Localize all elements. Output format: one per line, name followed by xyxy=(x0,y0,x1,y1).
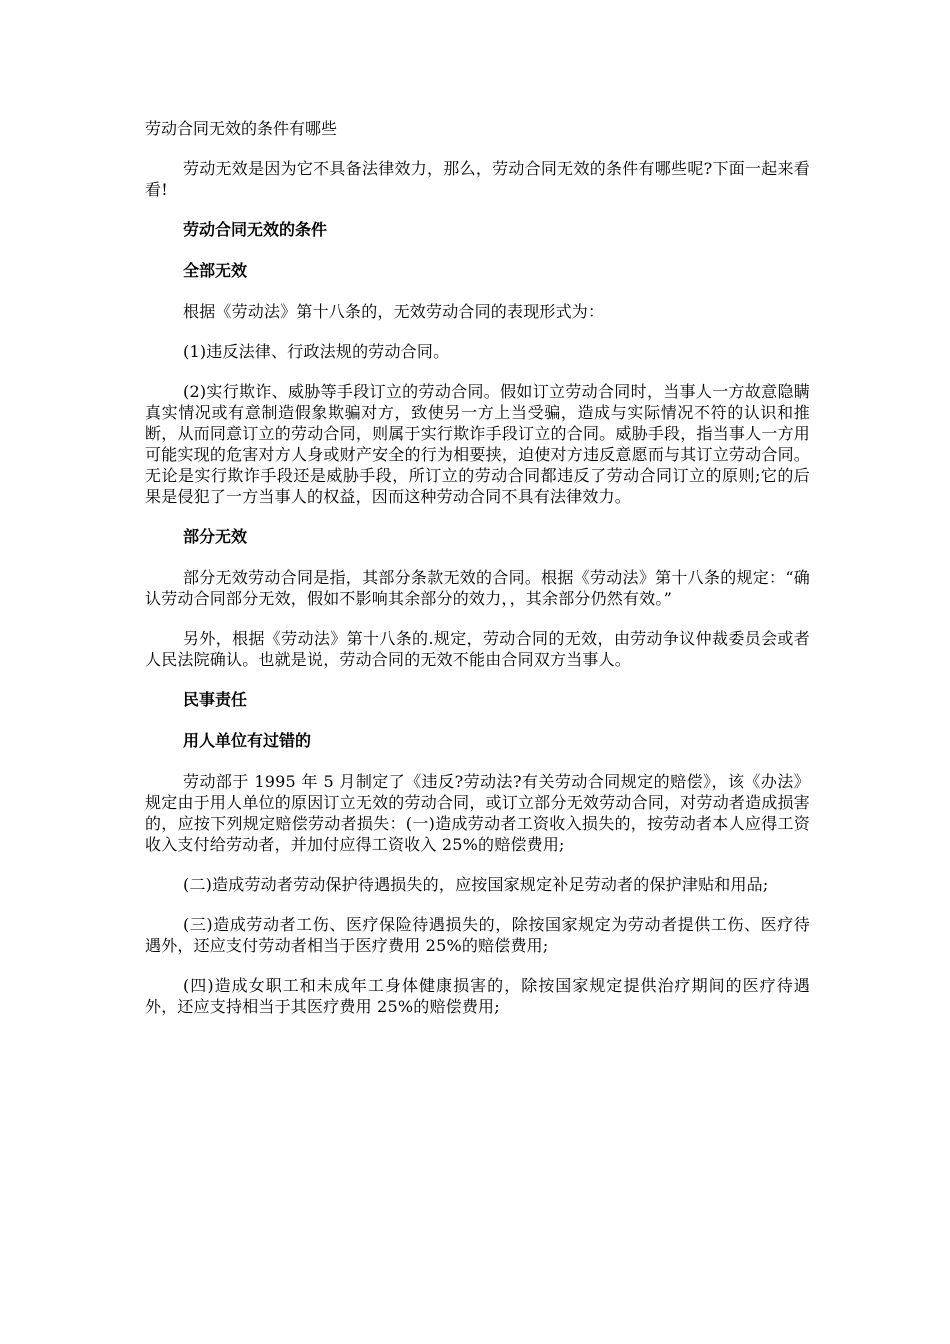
heading-civil-liability: 民事责任 xyxy=(183,690,248,709)
heading-partially-invalid: 部分无效 xyxy=(183,527,248,546)
paragraph-compensation-item-2: (二)造成劳动者劳动保护待遇损失的，应按国家规定补足劳动者的保护津贴和用品; xyxy=(183,875,769,894)
paragraph-confirmation-authority: 另外，根据《劳动法》第十八条的.规定，劳动合同的无效，由劳动争议仲裁委员会或者人民法院确认。也就是说，劳动合同的无效不能由合同双方当事人。 xyxy=(145,629,810,669)
paragraph-compensation-item-3: (三)造成劳动者工伤、医疗保险待遇损失的，除按国家规定为劳动者提供工伤、医疗待遇外，还应支付劳动者相当于医疗费用 25%的赔偿费用; xyxy=(145,915,810,955)
heading-fully-invalid: 全部无效 xyxy=(183,261,248,280)
paragraph-intro: 劳动无效是因为它不具备法律效力，那么，劳动合同无效的条件有哪些呢?下面一起来看看! xyxy=(145,159,810,199)
document-page xyxy=(145,118,810,1036)
paragraph-compensation-item-4: (四)造成女职工和未成年工身体健康损害的，除按国家规定提供治疗期间的医疗待遇外，还应支持相当于其医疗费用 25%的赔偿费用; xyxy=(145,976,810,1016)
document-title: 劳动合同无效的条件有哪些 xyxy=(145,119,338,138)
paragraph-compensation-rules: 劳动部于 1995 年 5 月制定了《违反?劳动法?有关劳动合同规定的赔偿》，该《办法》规定由于用人单位的原因订立无效的劳动合同，或订立部分无效劳动合同，对劳动者造成损害的，应按下列规定赔偿劳动者损失：(一)造成劳动者工资收入损失的，按劳动者本人应得工资收入支付给劳动者，并加付应得工资收入 25%的赔偿费用; xyxy=(145,772,810,854)
paragraph-partial-invalid-definition: 部分无效劳动合同是指，其部分条款无效的合同。根据《劳动法》第十八条的规定：“确认劳动合同部分无效，假如不影响其余部分的效力，，其余部分仍然有效。” xyxy=(145,568,810,608)
heading-invalid-conditions: 劳动合同无效的条件 xyxy=(183,220,328,239)
paragraph-item-2: (2)实行欺诈、威胁等手段订立的劳动合同。假如订立劳动合同时，当事人一方故意隐瞒真实情况或有意制造假象欺骗对方，致使另一方上当受骗，造成与实际情况不符的认识和推断，从而同意订立的劳动合同，则属于实行欺诈手段订立的合同。威胁手段，指当事人一方用可能实现的危害对方人身或财产安全的行为相要挟，迫使对方违反意愿而与其订立劳动合同。无论是实行欺诈手段还是威胁手段，所订立的劳动合同都违反了劳动合同订立的原则;它的后果是侵犯了一方当事人的权益，因而这种劳动合同不具有法律效力。 xyxy=(145,382,810,506)
heading-employer-fault: 用人单位有过错的 xyxy=(183,731,312,750)
paragraph-labor-law-article-18: 根据《劳动法》第十八条的，无效劳动合同的表现形式为： xyxy=(183,302,605,321)
paragraph-item-1: (1)违反法律、行政法规的劳动合同。 xyxy=(183,342,450,361)
